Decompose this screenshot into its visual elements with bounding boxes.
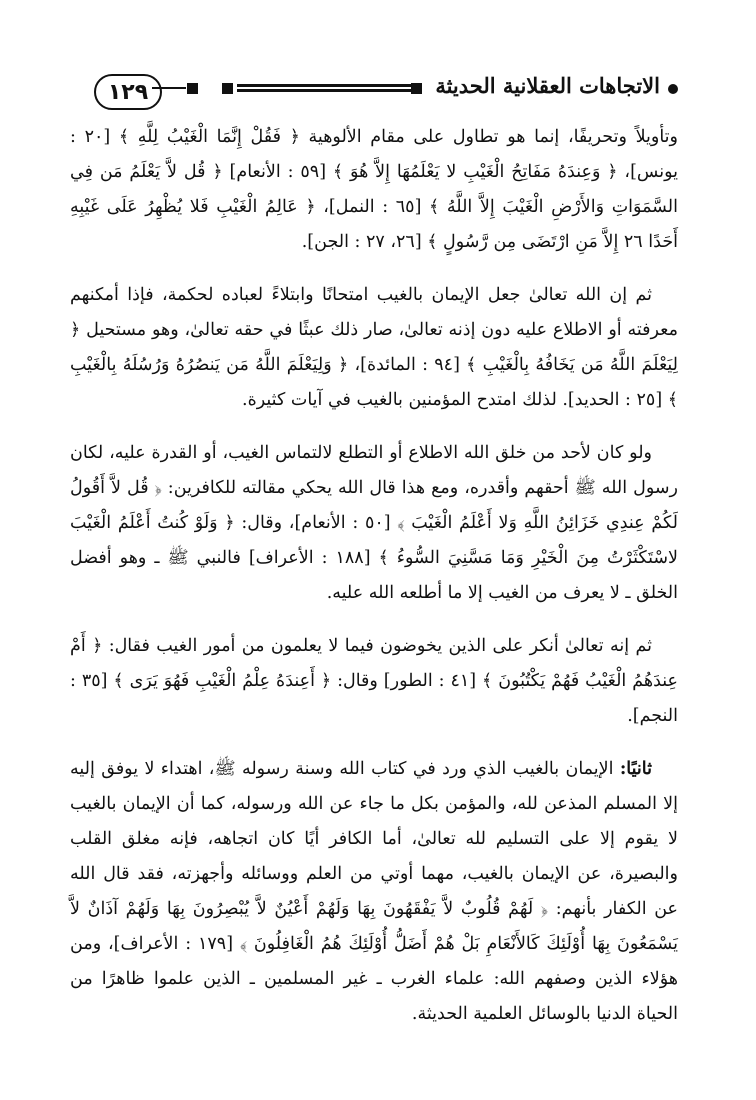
header-square-ornament xyxy=(222,83,233,94)
header-square-ornament xyxy=(187,83,198,94)
bullet-icon xyxy=(668,84,678,94)
running-title: الاتجاهات العقلانية الحديثة xyxy=(435,73,660,98)
paragraph-text: وتأويلاً وتحريفًا، إنما هو تطاول على مقام الألوهية ﴿ فَقُلْ إِنَّمَا الْغَيْبُ لِلَّهِ ﴾ [٢٠ : يونس]، ﴿ وَعِندَهُ مَفَاتِحُ الْغَيْبِ لا يَعْلَمُهَا إِلاَّ هُوَ ﴾ [٥٩ : الأنعام] ﴿ قُل لاَّ يَعْلَمُ مَن فِي السَّمَوَاتِ وَالأَرْضِ الْغَيْبَ إِلاَّ اللَّهُ ﴾ [٦٥ : النمل]، ﴿ عَالِمُ الْغَيْبِ فَلا يُظْهِرُ عَلَى غَيْبِهِ أَحَدًا ٢٦ إِلاَّ مَنِ ارْتَضَى مِن رَّسُولٍ ﴾ [٢٦، ٢٧ : الجن]. xyxy=(70,127,678,252)
paragraph xyxy=(70,436,678,611)
paragraph xyxy=(70,752,678,1032)
header-square-ornament xyxy=(411,83,422,94)
paragraph-lead: ثانيًا: xyxy=(619,759,652,779)
paragraph-text: ولو كان لأحد من خلق الله الاطلاع أو التطلع لالتماس الغيب، أو القدرة عليه، لكان رسول الله ﷺ أحقهم وأقدره، ومع هذا قال الله يحكي مقالته للكافرين: ﴿ قُل لاَّ أَقُولُ لَكُمْ عِندِي خَزَائِنُ اللَّهِ وَلا أَعْلَمُ الْغَيْبَ ﴾ [٥٠ : الأنعام]، وقال: ﴿ وَلَوْ كُنتُ أَعْلَمُ الْغَيْبَ لاسْتَكْثَرْتُ مِنَ الْخَيْرِ وَمَا مَسَّنِيَ السُّوءُ ﴾ [١٨٨ : الأعراف] فالنبي ﷺ ـ وهو أفضل الخلق ـ لا يعرف من الغيب إلا ما أطلعه الله عليه. xyxy=(70,443,678,603)
header-rule-thin xyxy=(152,87,186,89)
header-rule-double xyxy=(237,84,411,92)
paragraph xyxy=(70,629,678,734)
paragraph-text: الإيمان بالغيب الذي ورد في كتاب الله وسنة رسوله ﷺ، اهتداء لا يوفق إليه إلا المسلم المذعن لله، والمؤمن بكل ما جاء عن الله ورسوله، كما أن الإيمان بالغيب لا يقوم إلا على التسليم لله تعالىٰ، أما الكافر أيًا كان اتجاهه، فإنه مغلق القلب والبصيرة، عن الإيمان بالغيب، مهما أوتي من العلم ووسائله وأجهزته، فقد قال الله عن الكفار بأنهم: ﴿ لَهُمْ قُلُوبٌ لاَّ يَفْقَهُونَ بِهَا وَلَهُمْ أَعْيُنٌ لاَّ يُبْصِرُونَ بِهَا وَلَهُمْ آذَانٌ لاَّ يَسْمَعُونَ بِهَا أُوْلَئِكَ كَالأَنْعَامِ بَلْ هُمْ أَضَلُّ أُوْلَئِكَ هُمُ الْغَافِلُونَ ﴾ [١٧٩ : الأعراف]، ومن هؤلاء الذين وصفهم الله: علماء الغرب ـ غير المسلمين ـ الذين علموا ظاهرًا من الحياة الدنيا بالوسائل العلمية الحديثة. xyxy=(70,759,678,1024)
paragraph xyxy=(70,120,678,260)
page-number: ١٢٩ xyxy=(94,74,162,110)
paragraph-text: ثم إن الله تعالىٰ جعل الإيمان بالغيب امتحانًا وابتلاءً لعباده لحكمة، فإذا أمكنهم معرفته أو الاطلاع عليه دون إذنه تعالىٰ، صار ذلك عبثًا في حقه تعالىٰ، وهو مستحيل ﴿ لِيَعْلَمَ اللَّهُ مَن يَخَافُهُ بِالْغَيْبِ ﴾ [٩٤ : المائدة]، ﴿ وَلِيَعْلَمَ اللَّهُ مَن يَنصُرُهُ وَرُسُلَهُ بِالْغَيْبِ ﴾ [٢٥ : الحديد]. لذلك امتدح المؤمنين بالغيب في آيات كثيرة. xyxy=(70,285,678,410)
page-body xyxy=(70,120,678,1050)
paragraph-text: ثم إنه تعالىٰ أنكر على الذين يخوضون فيما لا يعلمون من أمور الغيب فقال: ﴿ أَمْ عِندَهُمُ الْغَيْبُ فَهُمْ يَكْتُبُونَ ﴾ [٤١ : الطور] وقال: ﴿ أَعِندَهُ عِلْمُ الْغَيْبِ فَهُوَ يَرَى ﴾ [٣٥ : النجم]. xyxy=(70,636,678,726)
paragraph xyxy=(70,278,678,418)
page-header xyxy=(70,70,678,114)
